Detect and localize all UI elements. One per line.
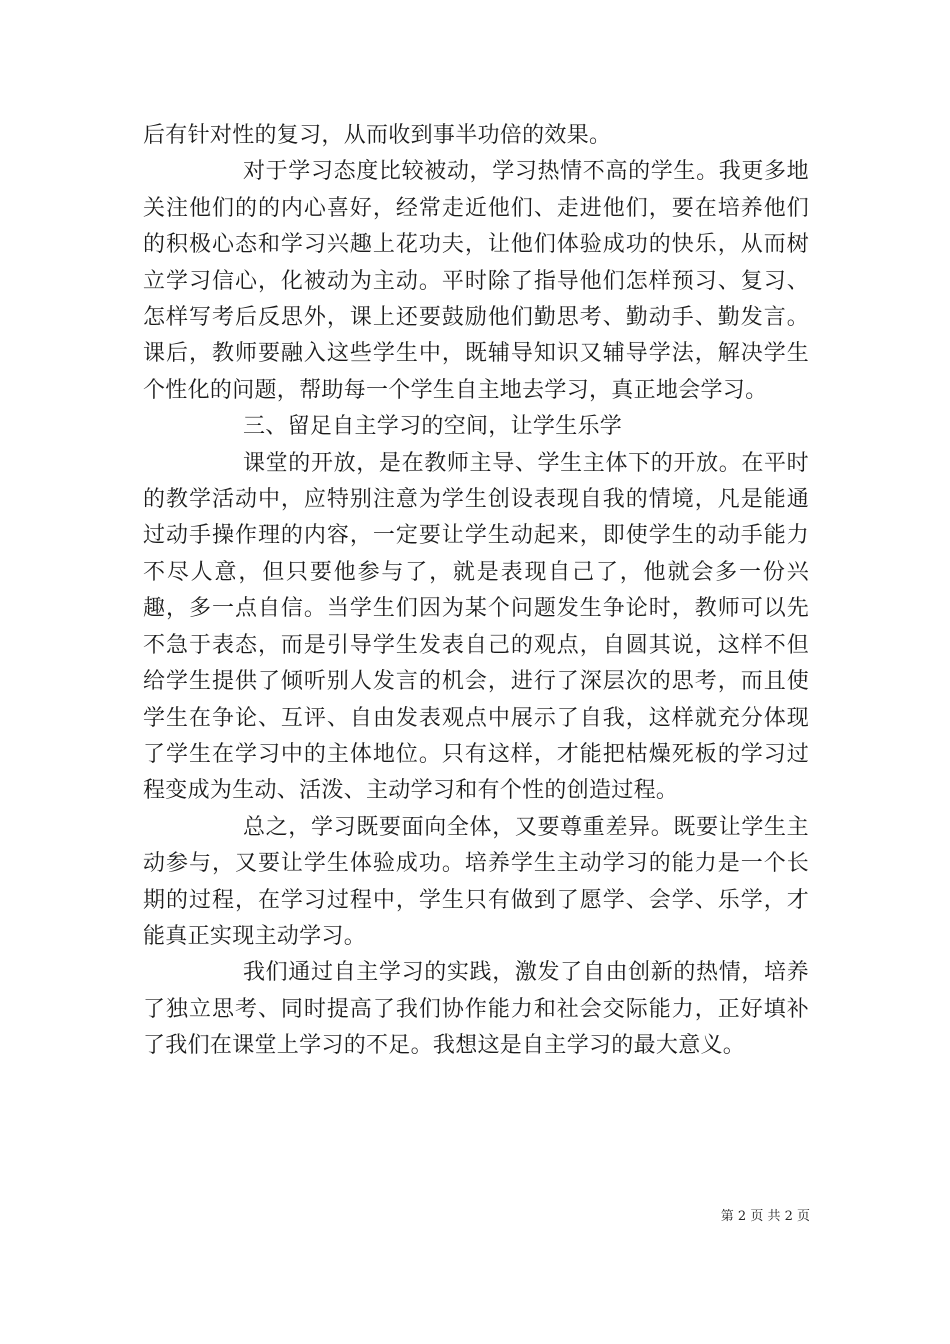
paragraph-summary: 总之，学习既要面向全体，又要尊重差异。既要让学生主动参与，又要让学生体验成功。培养学生主动学习的能力是一个长期的过程，在学习过程中，学生只有做到了愿学、会学、乐学，才能真正实现主动学习。 bbox=[143, 814, 809, 949]
paragraph-conclusion: 我们通过自主学习的实践，激发了自由创新的热情，培养了独立思考、同时提高了我们协作能力和社会交际能力，正好填补了我们在课堂上学习的不足。我想这是自主学习的最大意义。 bbox=[143, 960, 809, 1059]
paragraph-passive-students: 对于学习态度比较被动，学习热情不高的学生。我更多地关注他们的的内心喜好，经常走近他们、走进他们，要在培养他们的积极心态和学习兴趣上花功夫，让他们体验成功的快乐，从而树立学习信心，化被动为主动。平时除了指导他们怎样预习、复习、怎样写考后反思外，课上还要鼓励他们勤思考、勤动手、勤发言。课后，教师要融入这些学生中，既辅导知识又辅导学法，解决学生个性化的问题，帮助每一个学生自主地去学习，真正地会学习。 bbox=[143, 159, 809, 403]
paragraph-continuation: 后有针对性的复习，从而收到事半功倍的效果。 bbox=[143, 123, 612, 148]
paragraph-open-classroom: 课堂的开放，是在教师主导、学生主体下的开放。在平时的教学活动中，应特别注意为学生创设表现自我的情境，凡是能通过动手操作理的内容，一定要让学生动起来，即使学生的动手能力不尽人意，但只要他参与了，就是表现自己了，他就会多一份兴趣，多一点自信。当学生们因为某个问题发生争论时，教师可以先不急于表态，而是引导学生发表自己的观点，自圆其说，这样不但给学生提供了倾听别人发言的机会，进行了深层次的思考，而且使学生在争论、互评、自由发表观点中展示了自我，这样就充分体现了学生在学习中的主体地位。只有这样，才能把枯燥死板的学习过程变成为生动、活泼、主动学习和有个性的创造过程。 bbox=[143, 450, 809, 804]
document-body bbox=[143, 118, 809, 1065]
section-heading: 三、留足自主学习的空间，让学生乐学 bbox=[243, 414, 623, 440]
page-number-footer: 第 2 页 共 2 页 bbox=[720, 1209, 810, 1224]
